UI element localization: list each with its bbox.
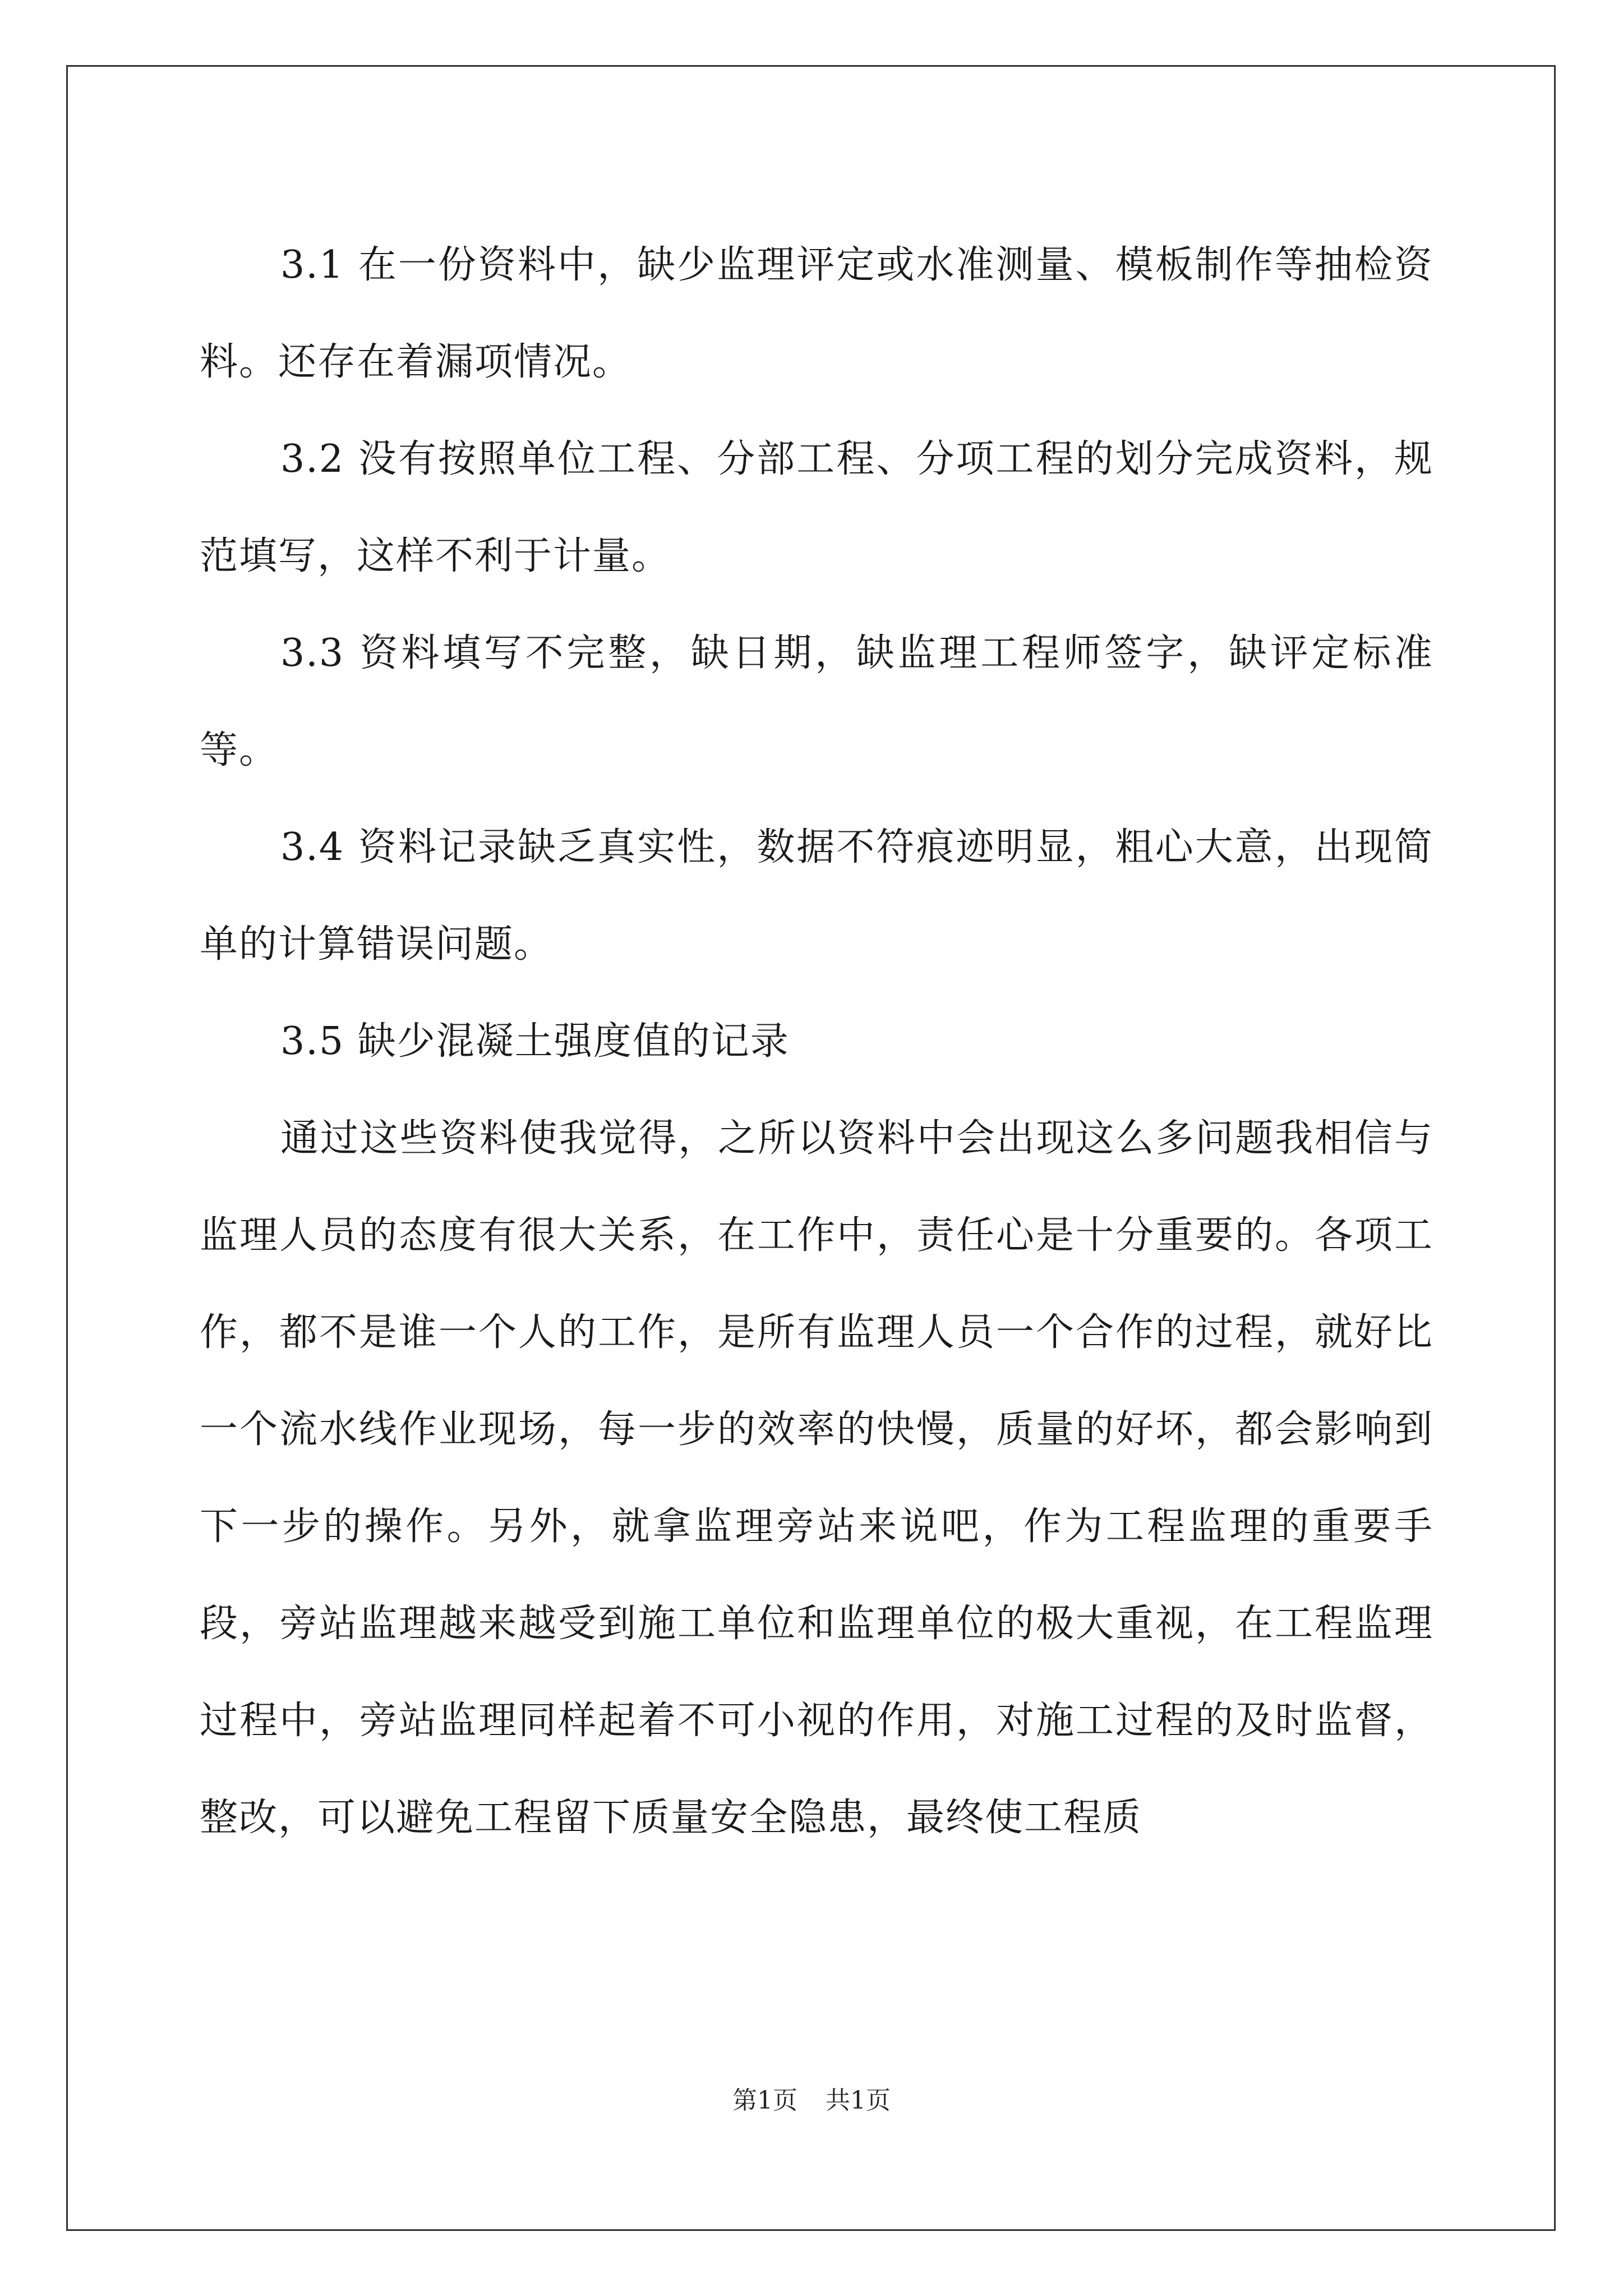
document-body xyxy=(200,217,1433,1866)
paragraph-3-1: 3.1 在一份资料中，缺少监理评定或水准测量、模板制作等抽检资料。还存在着漏项情况。 xyxy=(200,243,1433,384)
paragraph-summary: 通过这些资料使我觉得，之所以资料中会出现这么多问题我相信与监理人员的态度有很大关系，在工作中，责任心是十分重要的。各项工作，都不是谁一个人的工作，是所有监理人员一个合作的过程，就好比一个流水线作业现场，每一步的效率的快慢，质量的好坏，都会影响到下一步的操作。另外，就拿监理旁站来说吧，作为工程监理的重要手段，旁站监理越来越受到施工单位和监理单位的极大重视，在工程监理过程中，旁站监理同样起着不可小视的作用，对施工过程的及时监督，整改，可以避免工程留下质量安全隐患，最终使工程质 xyxy=(200,1116,1433,1840)
paragraph-3-4: 3.4 资料记录缺乏真实性，数据不符痕迹明显，粗心大意，出现简单的计算错误问题。 xyxy=(200,825,1433,967)
page-number: 第1页 xyxy=(732,2086,797,2115)
paragraph-3-3: 3.3 资料填写不完整，缺日期，缺监理工程师签字，缺评定标准等。 xyxy=(200,631,1433,772)
page-footer xyxy=(0,2084,1623,2118)
paragraph-3-5: 3.5 缺少混凝土强度值的记录 xyxy=(280,1019,790,1064)
paragraph-3-2: 3.2 没有按照单位工程、分部工程、分项工程的划分完成资料，规范填写，这样不利于计量。 xyxy=(200,437,1433,578)
page-total: 共1页 xyxy=(826,2086,891,2115)
